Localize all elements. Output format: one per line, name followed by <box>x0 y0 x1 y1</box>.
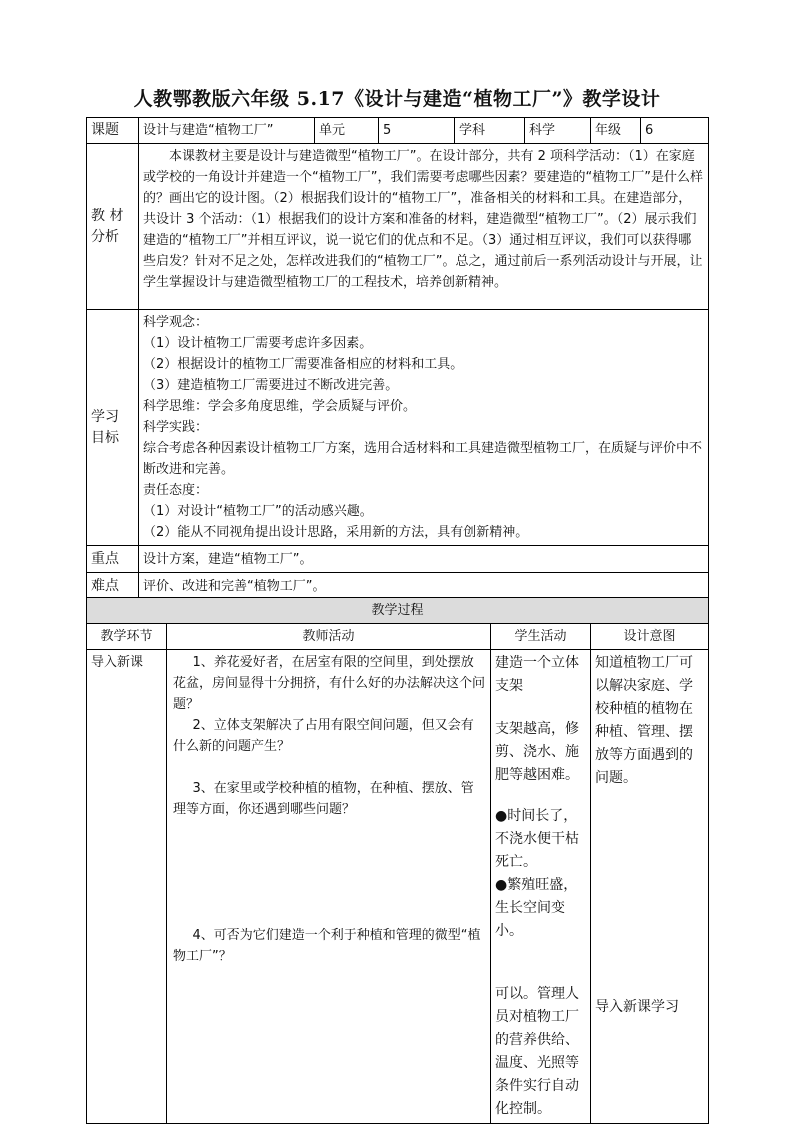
difficulty-label: 难点 <box>87 573 139 600</box>
grade-label: 年级 <box>591 118 641 144</box>
intent-item: 导入新课学习 <box>595 999 679 1015</box>
goals-content <box>139 310 709 546</box>
goal-line: （1）设计植物工厂需要考虑许多因素。 <box>143 336 373 351</box>
goal-line: 综合考虑各种因素设计植物工厂方案，选用合适材料和工具建造微型植物工厂，在质疑与评价中不断改进和完善。 <box>143 441 703 477</box>
goal-line: （1）对设计“植物工厂”的活动感兴趣。 <box>143 504 373 519</box>
analysis-label: 教 材 分析 <box>87 144 139 310</box>
student-item: ●繁殖旺盛，生长空间变小。 <box>495 877 578 939</box>
grade-value: 6 <box>641 118 709 144</box>
unit-value: 5 <box>379 118 455 144</box>
goal-line: （2）能从不同视角提出设计思路，采用新的方法，具有创新精神。 <box>143 525 529 540</box>
difficulty-value: 评价、改进和完善“植物工厂”。 <box>139 573 709 600</box>
goal-line: （2）根据设计的植物工厂需要准备相应的材料和工具。 <box>143 357 464 372</box>
subject-label: 学科 <box>455 118 525 144</box>
key-label: 重点 <box>87 546 139 573</box>
goal-line: （3）建造植物工厂需要进过不断改进完善。 <box>143 378 399 393</box>
student-item: 支架越高，修剪、浇水、施肥等越困难。 <box>495 721 579 783</box>
col-teacher-header: 教师活动 <box>167 624 491 650</box>
teacher-activity-cell <box>167 650 491 1124</box>
teacher-item: 3、在家里或学校种植的植物，在种植、摆放、管理等方面，你还遇到哪些问题？ <box>173 781 474 817</box>
goal-line: 科学思维：学会多角度思维，学会质疑与评价。 <box>143 399 417 414</box>
stage-cell: 导入新课 <box>87 650 167 1124</box>
col-stage-header: 教学环节 <box>87 624 167 650</box>
teacher-item: 1、养花爱好者，在居室有限的空间里，到处摆放花盆，房间显得十分拥挤，有什么好的办法解决这个问题？ <box>173 655 486 712</box>
teaching-process-table <box>86 597 709 1124</box>
course-label: 课题 <box>87 118 139 144</box>
intent-item: 知道植物工厂可以解决家庭、学校种植的植物在种植、管理、摆放等方面遇到的问题。 <box>595 655 693 786</box>
design-intent-cell <box>591 650 709 1124</box>
course-value: 设计与建造“植物工厂” <box>139 118 315 144</box>
lesson-info-table <box>86 117 709 600</box>
unit-label: 单元 <box>315 118 379 144</box>
teacher-item: 2、立体支架解决了占用有限空间问题，但又会有什么新的问题产生？ <box>173 718 474 754</box>
goal-line: 责任态度： <box>143 483 209 498</box>
student-activity-cell <box>491 650 591 1124</box>
analysis-content <box>139 144 709 310</box>
goal-line: 科学观念： <box>143 315 209 330</box>
col-student-header: 学生活动 <box>491 624 591 650</box>
process-heading: 教学过程 <box>87 598 709 624</box>
goal-line: 科学实践： <box>143 420 209 435</box>
goals-label: 学习 目标 <box>87 310 139 546</box>
analysis-text: 本课教材主要是设计与建造微型“植物工厂”。在设计部分，共有 2 项科学活动：（1）在家庭或学校的一角设计并建造一个“植物工厂”，我们需要考虑哪些因素？要建造的“植物工厂”是什么样的？画出它的设计图。（2）根据我们设计的“植物工厂”，准备相关的材料和工具。在建造部分，共设计 3 个活动：（1）根据我们的设计方案和准备的材料，建造微型“植物工厂”。（2）展示我们建造的“植物工厂”并相互评议，说一说它们的优点和不足。（3）通过相互评议，我们可以获得哪些启发？针对不足之处，怎样改进我们的“植物工厂”。总之，通过前后一系列活动设计与开展，让学生掌握设计与建造微型植物工厂的工程技术，培养创新精神。 <box>143 149 703 290</box>
key-value: 设计方案，建造“植物工厂”。 <box>139 546 709 573</box>
col-intent-header: 设计意图 <box>591 624 709 650</box>
student-item: 可以。管理人员对植物工厂的营养供给、温度、光照等条件实行自动化控制。 <box>495 986 579 1117</box>
student-item: ●时间长了，不浇水便干枯死亡。 <box>495 808 579 870</box>
document-title: 人教鄂教版六年级 5.17《设计与建造“植物工厂”》教学设计 <box>133 88 661 110</box>
student-item: 建造一个立体支架 <box>495 655 579 694</box>
subject-value: 科学 <box>525 118 591 144</box>
teacher-item: 4、可否为它们建造一个利于种植和管理的微型“植物工厂”？ <box>173 928 481 964</box>
